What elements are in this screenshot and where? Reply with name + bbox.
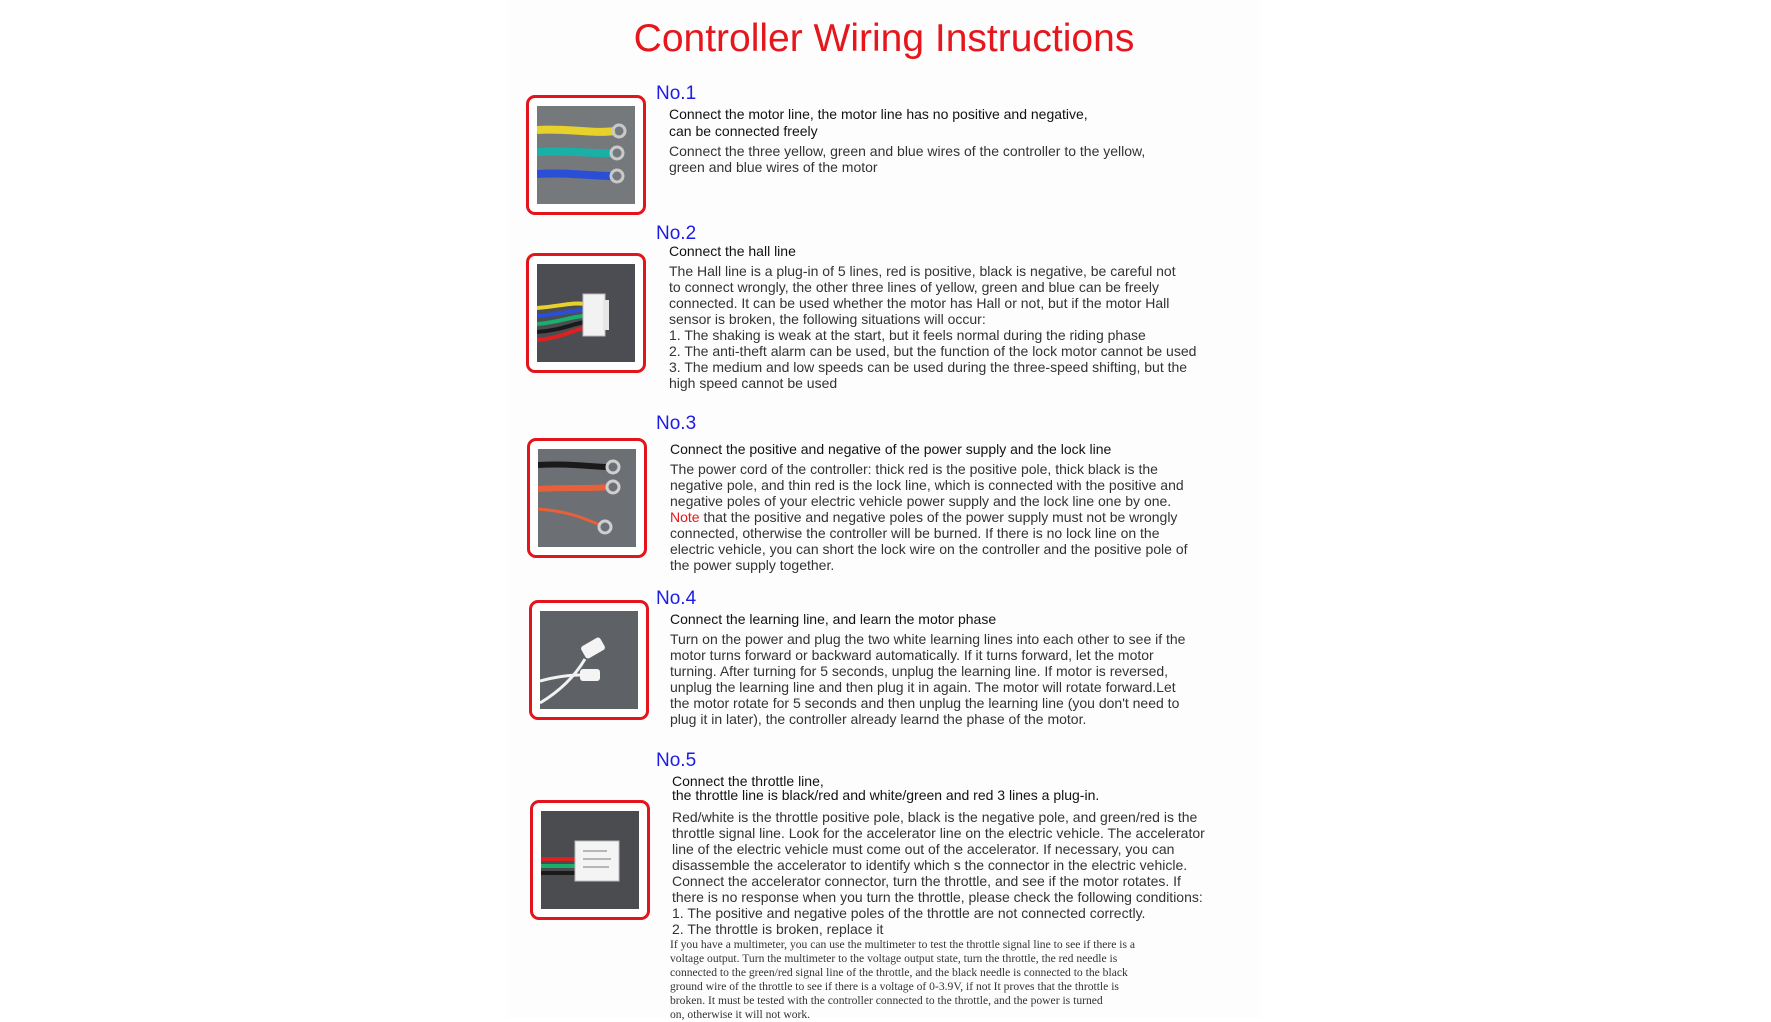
page-title: Controller Wiring Instructions <box>633 17 1135 60</box>
motor-wires-photo <box>526 95 646 215</box>
step-description: The power cord of the controller: thick red is the positive pole, thick black is the negative pole, and thin red is the lock line, which is connected with the positive and negative poles of your electric vehicle power supply and the lock line one by one. Note that the positive and negative poles of the power supply must not be wrongly connected, otherwise the controller will be burned. If there is no lock line on the electric vehicle, you can short the lock wire on the controller and the positive pole of the power supply together. <box>670 461 1188 573</box>
step-number: No.3 <box>656 413 697 434</box>
step-heading: Connect the throttle line, the throttle line is black/red and white/green and red 3 lines a plug-in. <box>672 773 1100 803</box>
step-description: Connect the three yellow, green and blue wires of the controller to the yellow, green and blue wires of the motor <box>669 143 1146 175</box>
step-description: Turn on the power and plug the two white learning lines into each other to see if the motor turns forward or backward automatically. If it turns forward, let the motor turning. After turning for 5 seconds, unplug the learning line. If motor is reversed, unplug the learning line and then plug it in again. The motor will rotate forward.Let the motor rotate for 5 seconds and then unplug the learning line (you don't need to plug it in later), the controller already learnd the phase of the motor. <box>670 631 1186 727</box>
step-number: No.5 <box>656 750 697 771</box>
learning-plug-photo <box>529 600 649 720</box>
step-heading: Connect the motor line, the motor line has no positive and negative, can be connected freely <box>669 106 1088 139</box>
step-heading: Connect the hall line <box>669 243 796 259</box>
power-wires-photo <box>527 438 647 558</box>
step-number: No.2 <box>656 223 697 244</box>
step-heading: Connect the learning line, and learn the motor phase <box>670 611 997 627</box>
step-number: No.1 <box>656 83 697 104</box>
step-description: Red/white is the throttle positive pole, black is the negative pole, and green/red is the throttle signal line. Look for the accelerator line on the electric vehicle. The accelerator line of the electric vehicle must come out of the accelerator. If necessary, you can disassemble the accelerator to identify which s the connector in the electric vehicle. Connect the accelerator connector, turn the throttle, and see if the motor rotates. If there is no response when you turn the throttle, please check the following conditions: 1. The positive and negative poles of the throttle are not connected correctly. 2. The throttle is broken, replace it <box>672 809 1205 937</box>
hall-connector-photo <box>526 253 646 373</box>
step-number: No.4 <box>656 588 697 609</box>
step-description: The Hall line is a plug-in of 5 lines, red is positive, black is negative, be careful not to connect wrongly, the other three lines of yellow, green and blue can be freely connected. It can be used whether the motor has Hall or not, but if the motor Hall sensor is broken, the following situations will occur: 1. The shaking is weak at the start, but it feels normal during the riding phase 2. The anti-theft alarm can be used, but the function of the lock motor cannot be used 3. The medium and low speeds can be used during the three-speed shifting, but the high speed cannot be used <box>669 263 1197 391</box>
multimeter-note: If you have a multimeter, you can use the multimeter to test the throttle signal line to see if there is a voltage output. Turn the multimeter to the voltage output state, turn the throttle, the red needle is connected to the green/red signal line of the throttle, and the black needle is connected to the black ground wire of the throttle to see if there is a voltage of 0-3.9V, if not It proves that the throttle is broken. It must be tested with the controller connected to the throttle, and the power is turned on, otherwise it will not work. <box>670 938 1136 1021</box>
note-label: Note <box>670 509 700 525</box>
throttle-connector-photo <box>530 800 650 920</box>
step-heading: Connect the positive and negative of the power supply and the lock line <box>670 441 1112 457</box>
